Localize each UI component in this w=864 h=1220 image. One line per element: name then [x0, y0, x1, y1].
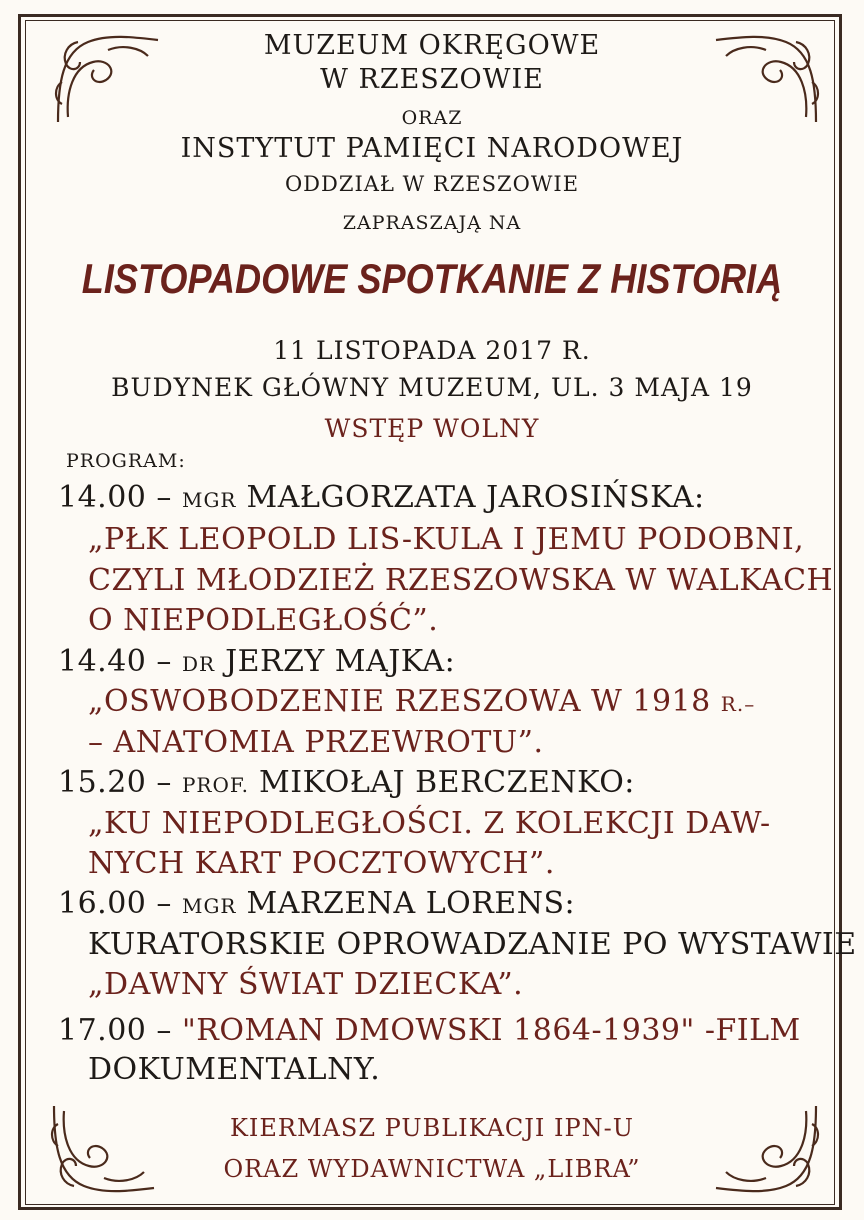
corner-ornament-icon — [44, 1096, 164, 1206]
entry-info: WSTĘP WOLNY — [324, 414, 540, 443]
program-time: 16.00 – — [58, 886, 172, 921]
invitation-text: ZAPRASZAJĄ NA — [342, 212, 522, 234]
film-title: "ROMAN DMOWSKI 1864-1939" -FILM — [181, 1013, 801, 1048]
program-item-3-header — [58, 765, 635, 800]
talk-title-abbrev: R.– — [720, 692, 756, 716]
organizer-2-line-1: INSTYTUT PAMIĘCI NARODOWEJ — [180, 133, 684, 164]
program-time: 14.00 – — [58, 480, 172, 515]
program-time: 17.00 – — [58, 1013, 172, 1048]
talk-title-line: – ANATOMIA PRZEWROTU”. — [88, 725, 544, 760]
speaker-title: DR — [181, 652, 216, 676]
organizer-2-line-2: ODDZIAŁ W RZESZOWIE — [284, 172, 580, 196]
speaker-name: MARZENA LORENS: — [246, 886, 576, 921]
event-venue: BUDYNEK GŁÓWNY MUZEUM, UL. 3 MAJA 19 — [111, 373, 753, 402]
talk-title-line: NYCH KART POCZTOWYCH”. — [88, 846, 555, 881]
talk-title-line — [88, 684, 755, 719]
corner-ornament-icon — [706, 1096, 826, 1206]
program-time: 14.40 – — [58, 644, 172, 679]
event-title: LISTOPADOWE SPOTKANIE Z HISTORIĄ — [81, 255, 783, 302]
talk-title-line: „PŁK LEOPOLD LIS-KULA I JEMU PODOBNI, — [88, 522, 805, 557]
fair-line-1: KIERMASZ PUBLIKACJI IPN-U — [229, 1114, 634, 1142]
talk-title-line: „DAWNY ŚWIAT DZIECKA”. — [88, 967, 524, 1002]
speaker-name: JERZY MAJKA: — [225, 644, 456, 679]
speaker-title: MGR — [181, 488, 237, 512]
program-time: 15.20 – — [58, 765, 172, 800]
conjunction: ORAZ — [401, 107, 463, 129]
program-item-5-header — [58, 1013, 801, 1048]
fair-line-2: ORAZ WYDAWNICTWA „LIBRA” — [223, 1155, 641, 1183]
organizer-1-line-2: W RZESZOWIE — [320, 64, 544, 95]
program-item-1-header — [58, 480, 705, 515]
talk-title-text: „OSWOBODZENIE RZESZOWA W 1918 — [88, 684, 711, 719]
program-label: PROGRAM: — [66, 450, 186, 472]
talk-title-line: „KU NIEPODLEGŁOŚCI. Z KOLEKCJI DAW- — [88, 806, 771, 841]
program-item-4-header — [58, 886, 575, 921]
talk-title-line: O NIEPODLEGŁOŚĆ”. — [88, 603, 439, 638]
program-item-2-header — [58, 644, 455, 679]
talk-title-line: KURATORSKIE OPROWADZANIE PO WYSTAWIE — [88, 927, 857, 962]
speaker-name: MAŁGORZATA JAROSIŃSKA: — [246, 480, 705, 515]
talk-title-line: CZYLI MŁODZIEŻ RZESZOWSKA W WALKACH — [88, 563, 834, 598]
film-type: DOKUMENTALNY. — [88, 1052, 381, 1087]
speaker-title: PROF. — [181, 773, 249, 797]
organizer-1-line-1: MUZEUM OKRĘGOWE — [263, 30, 601, 61]
event-date: 11 LISTOPADA 2017 R. — [273, 336, 591, 365]
speaker-title: MGR — [181, 894, 237, 918]
speaker-name: MIKOŁAJ BERCZENKO: — [259, 765, 635, 800]
